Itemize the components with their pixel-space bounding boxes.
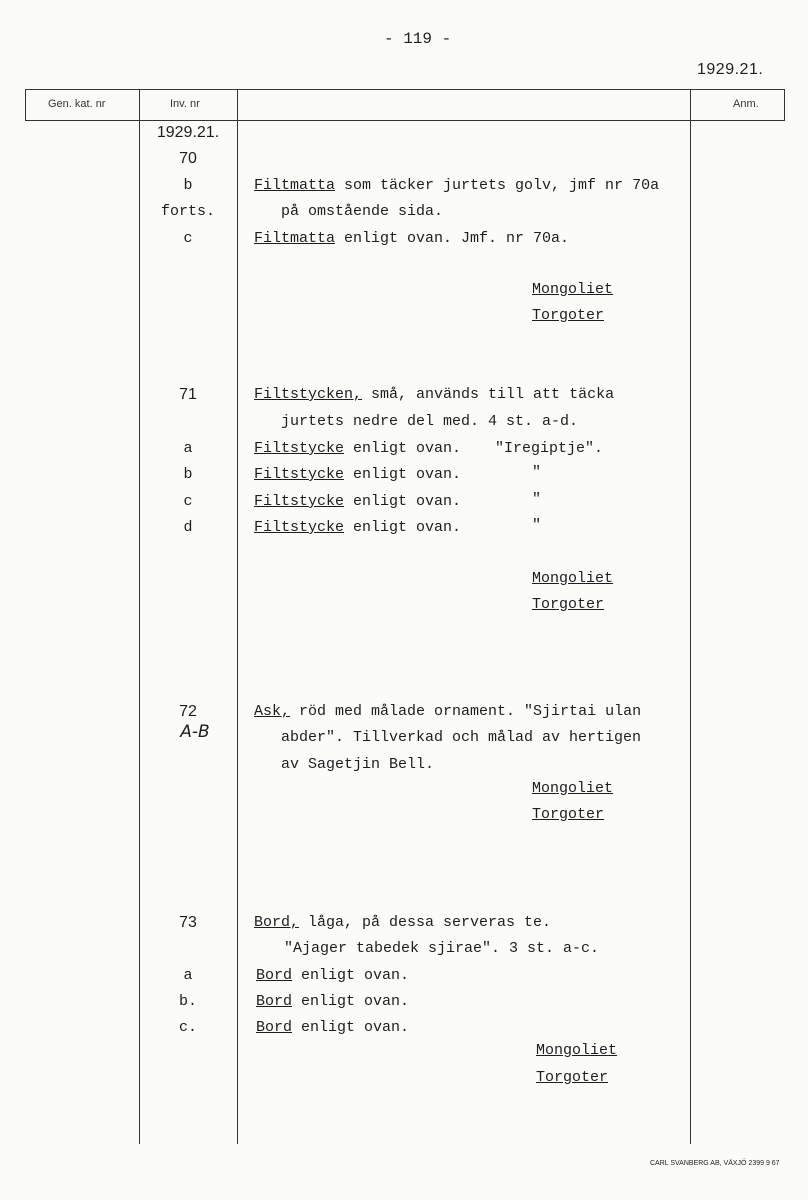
inv-nr: forts. <box>160 203 215 220</box>
column-divider-2 <box>237 89 238 1144</box>
entry-line <box>254 230 569 247</box>
inv-nr-handwritten: A-B <box>180 722 210 742</box>
right-border <box>784 89 785 121</box>
entry-line <box>256 993 409 1010</box>
entry-quote: "Iregiptje". <box>495 440 604 457</box>
catalog-id: 1929.21. <box>697 61 764 78</box>
origin-label: Torgoter <box>532 596 605 613</box>
inv-nr: 1929.21. <box>156 124 220 141</box>
entry-line <box>254 440 461 457</box>
entry-text: enligt ovan. <box>292 1019 410 1036</box>
entry-text: röd med målade ornament. "Sjirtai ulan <box>290 703 642 720</box>
inv-nr: 72 <box>179 703 197 720</box>
entry-continuation: jurtets nedre del med. 4 st. a-d. <box>281 413 579 430</box>
inv-nr: c <box>183 230 193 247</box>
inv-nr: 71 <box>179 386 197 403</box>
column-divider-1 <box>139 89 140 1144</box>
entry-line <box>254 386 614 403</box>
page-number: - 119 - <box>384 30 452 48</box>
header-inv-nr: Inv. nr <box>170 98 200 110</box>
entry-text: små, används till att täcka <box>362 386 615 403</box>
origin-label: Mongoliet <box>532 780 614 797</box>
origin-label: Torgoter <box>532 806 605 823</box>
entry-text: enligt ovan. <box>344 466 462 483</box>
entry-term: Filtmatta <box>254 230 336 247</box>
entry-continuation: abder". Tillverkad och målad av hertigen <box>281 729 642 746</box>
inv-nr: b <box>183 177 193 194</box>
printer-mark: CARL SVANBERG AB, VÄXJÖ 2399 9 67 <box>650 1160 780 1167</box>
header-anm: Anm. <box>733 98 759 110</box>
ditto-mark: " <box>532 517 542 534</box>
entry-line <box>254 466 461 483</box>
ditto-mark: " <box>532 491 542 508</box>
entry-term: Filtmatta <box>254 177 336 194</box>
entry-term: Bord <box>256 967 293 984</box>
entry-line <box>254 177 659 194</box>
inv-nr: d <box>183 519 193 536</box>
inv-nr: 73 <box>179 914 197 931</box>
entry-line <box>256 1019 409 1036</box>
entry-line <box>256 967 409 984</box>
entry-line <box>254 914 551 931</box>
entry-line <box>254 519 461 536</box>
entry-continuation: på omstående sida. <box>281 203 444 220</box>
inv-nr: c. <box>178 1019 197 1036</box>
origin-label: Torgoter <box>532 307 605 324</box>
entry-term: Filtstycken, <box>254 386 363 403</box>
header-gen-kat-nr: Gen. kat. nr <box>48 98 106 110</box>
ditto-mark: " <box>532 464 542 481</box>
entry-term: Filtstycke <box>254 519 345 536</box>
entry-term: Filtstycke <box>254 440 345 457</box>
entry-term: Bord <box>256 1019 293 1036</box>
inv-nr: b <box>183 466 193 483</box>
entry-text: enligt ovan. <box>292 993 410 1010</box>
column-divider-3 <box>690 89 691 1144</box>
inv-nr: 70 <box>179 150 197 167</box>
entry-continuation: "Ajager tabedek sjirae". 3 st. a-c. <box>284 940 600 957</box>
left-border <box>25 89 26 121</box>
inv-nr: a <box>183 967 193 984</box>
origin-label: Torgoter <box>536 1069 609 1086</box>
entry-continuation: av Sagetjin Bell. <box>281 756 435 773</box>
origin-label: Mongoliet <box>536 1042 618 1059</box>
entry-text: enligt ovan. <box>344 519 462 536</box>
origin-label: Mongoliet <box>532 281 614 298</box>
inv-nr: c <box>183 493 193 510</box>
entry-text: enligt ovan. Jmf. nr 70a. <box>335 230 570 247</box>
entry-text: enligt ovan. <box>344 440 462 457</box>
inv-nr: a <box>183 440 193 457</box>
entry-term: Bord <box>256 993 293 1010</box>
entry-term: Bord, <box>254 914 300 931</box>
entry-text: enligt ovan. <box>292 967 410 984</box>
entry-text: låga, på dessa serveras te. <box>299 914 552 931</box>
entry-text: enligt ovan. <box>344 493 462 510</box>
entry-term: Filtstycke <box>254 493 345 510</box>
origin-label: Mongoliet <box>532 570 614 587</box>
entry-term: Filtstycke <box>254 466 345 483</box>
entry-line <box>254 493 461 510</box>
entry-text: som täcker jurtets golv, jmf nr 70a <box>335 177 660 194</box>
entry-term: Ask, <box>254 703 291 720</box>
inv-nr: b. <box>178 993 197 1010</box>
entry-line <box>254 703 641 720</box>
